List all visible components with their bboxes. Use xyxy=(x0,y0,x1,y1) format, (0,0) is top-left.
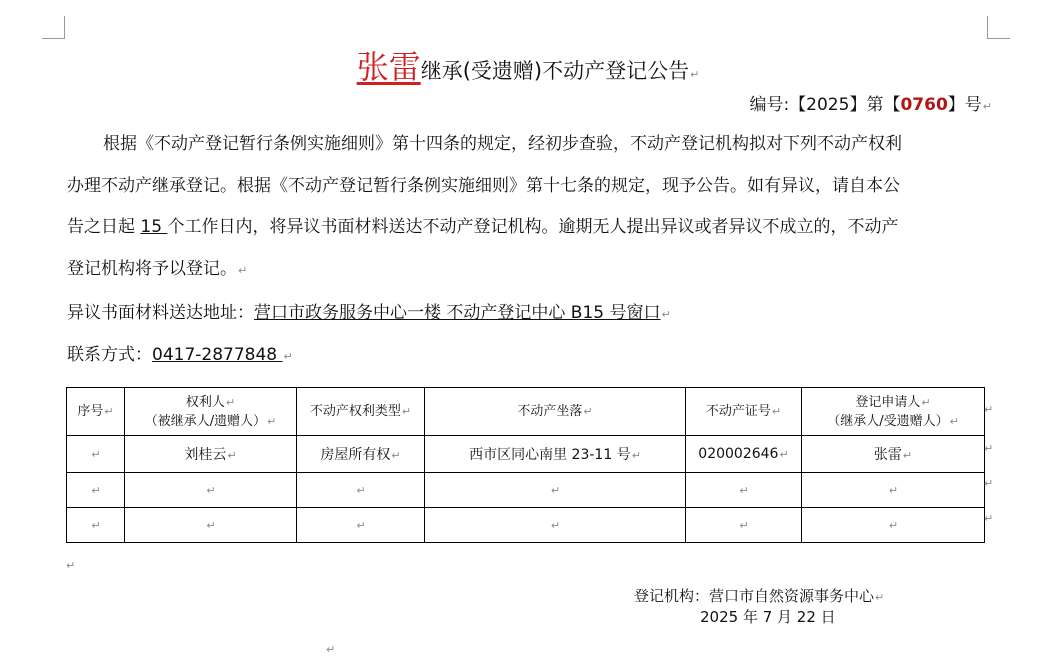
objection-address: 异议书面材料送达地址：营口市政务服务中心一楼 不动产登记中心 B15 号窗口↵ xyxy=(67,303,671,323)
body-line-2: 办理不动产继承登记。根据《不动产登记暂行条例实施细则》第十七条的规定，现予公告。如有异议，请自本公 xyxy=(67,175,900,196)
cell-cert-no: 020002646↵ xyxy=(686,436,802,473)
cell-location: ↵ xyxy=(425,508,686,543)
cell-applicant: ↵ xyxy=(802,473,985,508)
table-row xyxy=(67,508,985,543)
document-number-value: 0760 xyxy=(900,95,948,115)
paragraph-mark-icon: ↵ xyxy=(326,643,336,656)
cell-location: 西市区同心南里 23-11 号↵ xyxy=(425,436,686,473)
contact-info: 联系方式：0417-2877848 ↵ xyxy=(67,345,293,365)
header-right-type: 不动产权利类型↵ xyxy=(297,388,425,436)
table-header-row xyxy=(67,388,985,436)
paragraph-mark-icon: ↵ xyxy=(690,68,700,81)
body-line-1: 根据《不动产登记暂行条例实施细则》第十四条的规定，经初步查验，不动产登记机构拟对下列不动产权利 xyxy=(103,134,902,154)
objection-days: 15 xyxy=(140,217,168,237)
header-cert-no: 不动产证号↵ xyxy=(686,388,802,436)
objection-address-value: 营口市政务服务中心一楼 不动产登记中心 B15 号窗口 xyxy=(254,303,661,323)
paragraph-mark-icon: ↵ xyxy=(982,100,992,113)
paragraph-mark-icon: ↵ xyxy=(661,308,671,321)
body-line-4: 登记机构将予以登记。↵ xyxy=(67,258,248,279)
cell-seq: ↵ xyxy=(67,436,125,473)
cell-holder: ↵ xyxy=(125,473,297,508)
registration-authority: 登记机构：营口市自然资源事务中心↵ xyxy=(634,587,885,605)
title-text: 继承(受遗赠)不动产登记公告 xyxy=(420,59,690,83)
cell-seq: ↵ xyxy=(67,508,125,543)
cell-cert-no: ↵ xyxy=(686,473,802,508)
row-end-mark-icon: ↵ xyxy=(984,477,994,490)
table-row xyxy=(67,436,985,473)
announcement-date: 2025 年 7 月 22 日 xyxy=(700,608,836,626)
header-applicant: 登记申请人↵ （继承人/受遗赠人）↵ xyxy=(802,388,985,436)
cell-location: ↵ xyxy=(425,473,686,508)
heir-name: 张雷 xyxy=(356,48,421,86)
page-corner-mark-top-left xyxy=(42,16,65,39)
cell-right-type: 房屋所有权↵ xyxy=(297,436,425,473)
row-end-mark-icon: ↵ xyxy=(984,512,994,525)
cell-holder: ↵ xyxy=(125,508,297,543)
paragraph-mark-icon: ↵ xyxy=(238,263,248,277)
registration-table xyxy=(66,387,985,543)
contact-phone: 0417-2877848 xyxy=(152,345,283,365)
announcement-title xyxy=(0,42,1056,88)
cell-holder: 刘桂云↵ xyxy=(125,436,297,473)
page-corner-mark-top-right xyxy=(987,16,1010,39)
document-number: 编号:【2025】第【0760】号↵ xyxy=(749,95,992,115)
row-end-mark-icon: ↵ xyxy=(984,442,994,455)
body-line-3: 告之日起 15 个工作日内，将异议书面材料送达不动产登记机构。逾期无人提出异议或者异议不成立的，不动产 xyxy=(67,217,899,237)
cell-cert-no: ↵ xyxy=(686,508,802,543)
cell-applicant: ↵ xyxy=(802,508,985,543)
header-holder: 权利人↵ （被继承人/遗赠人）↵ xyxy=(125,388,297,436)
cell-right-type: ↵ xyxy=(297,473,425,508)
cell-applicant: 张雷↵ xyxy=(802,436,985,473)
header-location: 不动产坐落↵ xyxy=(425,388,686,436)
cell-right-type: ↵ xyxy=(297,508,425,543)
paragraph-mark-icon: ↵ xyxy=(283,350,293,363)
row-end-mark-icon: ↵ xyxy=(984,403,994,416)
table-row xyxy=(67,473,985,508)
paragraph-mark-icon: ↵ xyxy=(66,559,76,572)
cell-seq: ↵ xyxy=(67,473,125,508)
announcement-body xyxy=(67,124,987,291)
header-seq: 序号↵ xyxy=(67,388,125,436)
